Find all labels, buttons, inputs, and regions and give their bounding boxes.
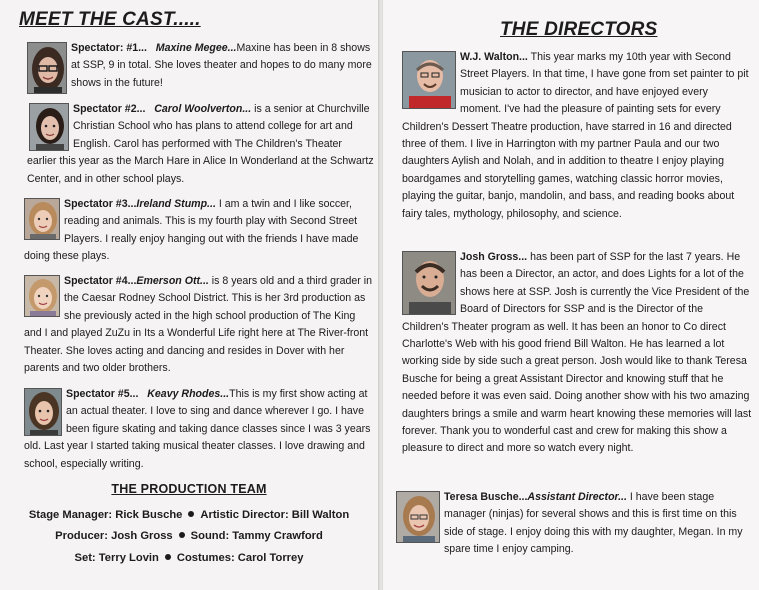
- team-name: Josh Gross: [111, 530, 173, 542]
- director-bio: has been part of SSP for the last 7 years. He has been a Director, an actor, and does Lights for a lot of the shows here at SSP. Josh is currently the Vice President of the Board of Directors for SSP and is the Director of the Children's Theater program as well. It has been an honor to Co direct Charlotte's Web with his good friend Bill Walton. He has learned a lot working side by side such a great person. Josh would like to thank Teresa Busche for being a great Assistant Director and knowing stuff that he needed before it was even said. Doing another show with his two amazing daughters brings a smile and warm heart knowing these memories will last forever. Thank you to wonderful cast and crew for making this show a pleasure to direct and more so watch every night.: [402, 251, 752, 455]
- cast-name: Emerson Ott...: [136, 275, 209, 287]
- bullet-icon: [188, 511, 194, 517]
- cast-label: Spectator: #1...: [71, 42, 147, 54]
- cast-bio: is 8 years old and a third grader in the Caesar Rodney School District. This is her 3rd production as she previously acted in the high school production of The King and I and played ZuZu in Its a Wonderful Life right here at The River-front Theater. She loves acting and dancing and resides in Dover with her parents and two older brothers.: [24, 275, 372, 375]
- left-page: [0, 0, 378, 590]
- cast-photo-maxine: [27, 42, 67, 94]
- team-role: Artistic Director:: [200, 509, 289, 521]
- directors-heading: THE DIRECTORS: [500, 19, 658, 40]
- cast-name: Keavy Rhodes...: [147, 388, 230, 400]
- director-name: Teresa Busche...: [444, 491, 528, 503]
- team-line-1: [0, 509, 378, 521]
- bullet-icon: [165, 554, 171, 560]
- cast-member-4: [24, 273, 374, 377]
- director-photo-walton: [402, 51, 456, 109]
- team-role: Producer:: [55, 530, 108, 542]
- director-photo-gross: [402, 251, 456, 315]
- cast-photo-keavy: [24, 388, 62, 436]
- cast-bio: Maxine has been in 8 shows at SSP, 9 in total. She loves theater and hopes to do many more shows in the future!: [71, 42, 372, 89]
- director-bio: This year marks my 10th year with Second Street Players. In that time, I have gone from set painter to pit musician to actor to director, and have enjoyed every moment. I've had the pleasure of painting sets for every Children's Dessert Theatre production, have starred in 16 and directed three of them. I live in Harrington with my partner Paula and our two daughters Aylish and Nolah, and in addition to theatre I enjoy playing boardgames and storytelling games, watching classic horror movies, playing the guitar, banjo, mandolin, and bass, and reading books about fairy tales, mythology, philosophy, and science.: [402, 51, 749, 220]
- cast-member-1: [27, 40, 374, 96]
- cast-label: Spectator #3...: [64, 198, 137, 210]
- director-busche: [396, 489, 752, 559]
- cast-name: Maxine Megee...: [155, 42, 237, 54]
- cast-bio: I am a twin and I like soccer, reading and animals. This is my fourth play with Second Street Players. I really enjoy hanging out with the friends I have made doing these plays.: [24, 198, 359, 263]
- team-name: Terry Lovin: [98, 552, 159, 564]
- director-role: Assistant Director...: [527, 491, 627, 503]
- cast-member-3: [24, 196, 374, 266]
- cast-name: Ireland Stump...: [136, 198, 216, 210]
- director-name: W.J. Walton...: [460, 51, 528, 63]
- director-name: Josh Gross...: [460, 251, 528, 263]
- team-role: Set:: [74, 552, 96, 564]
- director-gross: [402, 249, 752, 458]
- director-bio: I have been stage manager (ninjas) for several shows and this is first time on this side of stage. I enjoy doing this with my daughter, Megan. In my spare time I enjoy camping.: [444, 491, 743, 556]
- cast-photo-emerson: [24, 275, 60, 317]
- cast-bio: This is my first show acting at an actual theater. I love to sing and dance wherever I go. I have been figure skating and taking dance classes since I was 3 years old. Last year I started taking musical theater classes. I love drawing and school, especially writing.: [24, 388, 371, 470]
- production-team-heading: THE PRODUCTION TEAM: [111, 482, 267, 496]
- team-name: Rick Busche: [115, 509, 183, 521]
- bullet-icon: [179, 532, 185, 538]
- team-role: Stage Manager:: [28, 509, 113, 521]
- team-line-3: [0, 552, 378, 564]
- cast-member-2: [27, 101, 374, 188]
- cast-photo-ireland: [24, 198, 60, 240]
- cast-heading: MEET THE CAST.....: [19, 9, 201, 30]
- cast-bio: is a senior at Churchville Christian School who has plans to attend college for art and English. Carol has performed with The Children's Theater earlier this year as the March Hare in Alice In Wonderland at the Schwartz Center, and in other school plays.: [27, 103, 374, 185]
- cast-label: Spectator #5...: [66, 388, 139, 400]
- team-role: Costumes:: [176, 552, 235, 564]
- director-walton: [402, 49, 752, 223]
- right-page: [383, 0, 759, 590]
- cast-photo-carol: [29, 103, 69, 151]
- team-role: Sound:: [190, 530, 230, 542]
- cast-name: Carol Woolverton...: [154, 103, 252, 115]
- cast-member-5: [24, 386, 374, 473]
- team-name: Tammy Crawford: [232, 530, 323, 542]
- team-name: Bill Walton: [291, 509, 350, 521]
- cast-label: Spectator #2...: [73, 103, 146, 115]
- team-line-2: [0, 530, 378, 542]
- team-name: Carol Torrey: [237, 552, 304, 564]
- cast-label: Spectator #4...: [64, 275, 137, 287]
- director-photo-busche: [396, 491, 440, 543]
